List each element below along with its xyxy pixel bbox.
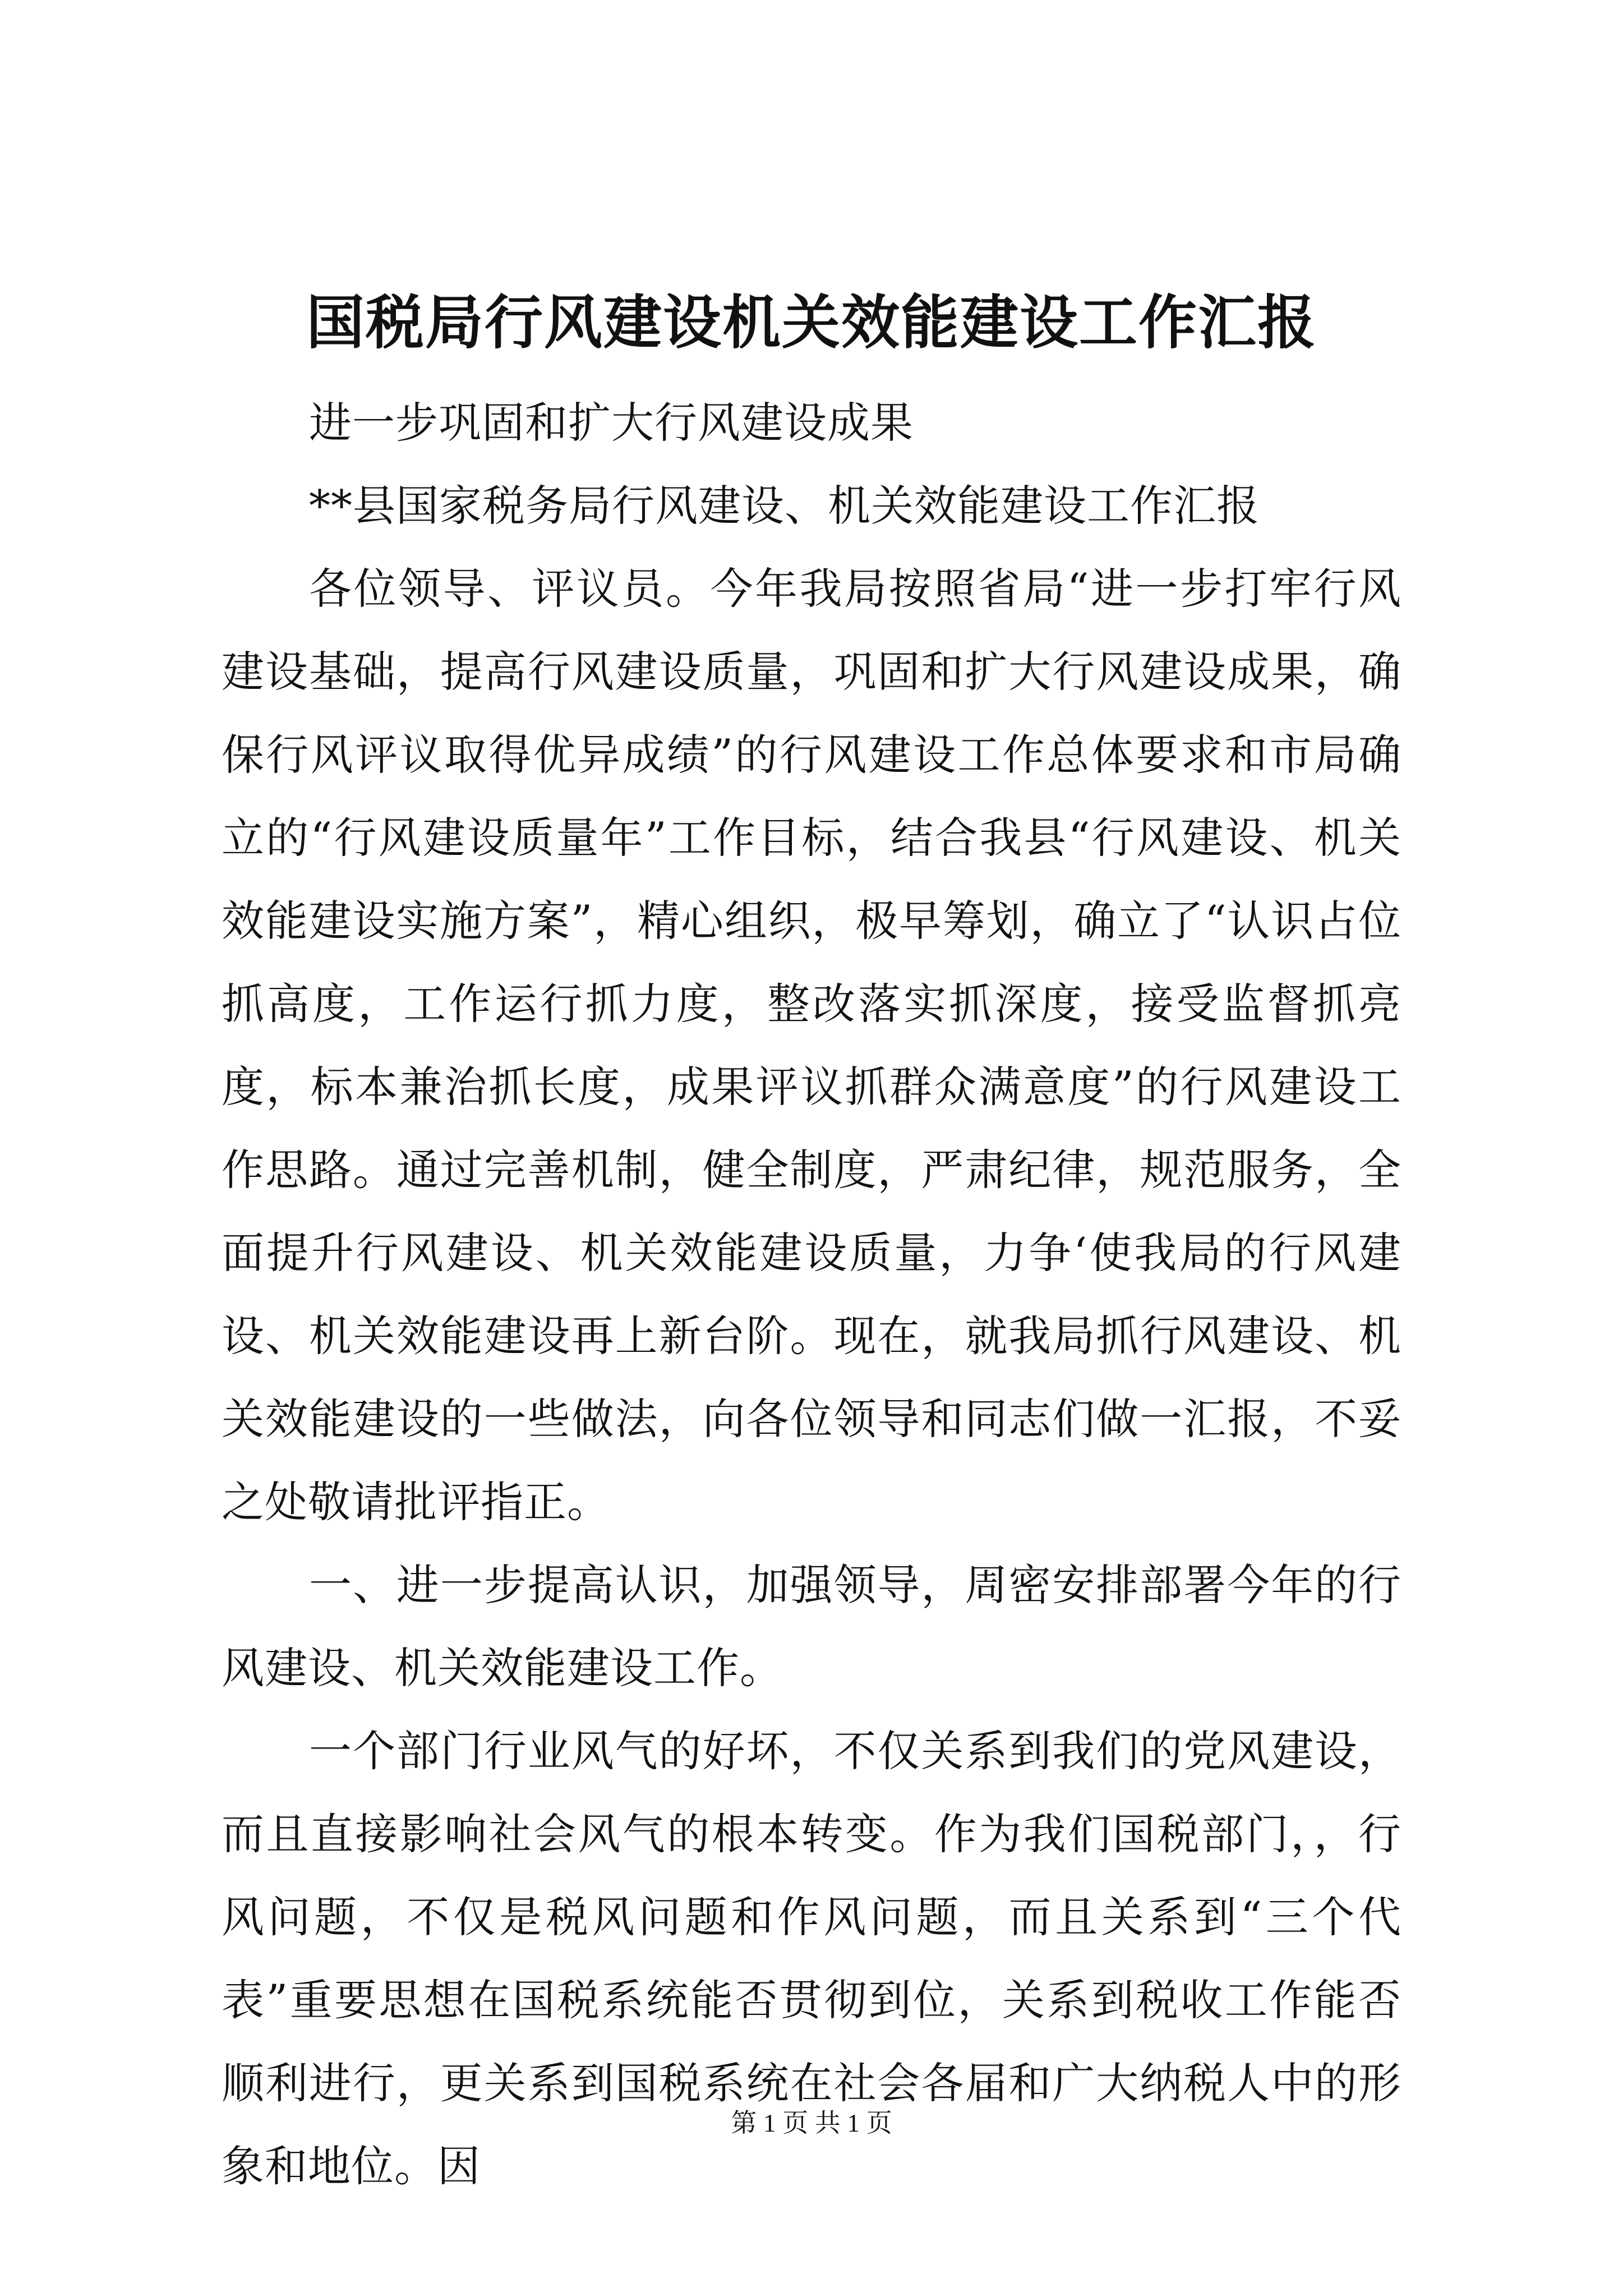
page-number-footer: 第 1 页 共 1 页 [731,2109,892,2137]
section-heading-paragraph: 一、进一步提高认识，加强领导，周密安排部署今年的行风建设、机关效能建设工作。 [222,1560,1401,1693]
body-paragraph-intro: 各位领导、评议员。今年我局按照省局“进一步打牢行风建设基础，提高行风建设质量，巩固和扩大行风建设成果，确保行风评议取得优异成绩”的行风建设工作总体要求和市局确立的“行风建设质量年”工作目标，结合我县“行风建设、机关效能建设实施方案”，精心组织，极早筹划，确立了“认识占位抓高度，工作运行抓力度，整改落实抓深度，接受监督抓亮度，标本兼治抓长度，成果评议抓群众满意度”的行风建设工作思路。通过完善机制，健全制度，严肃纪律，规范服务，全面提升行风建设、机关效能建设质量，力争‘使我局的行风建设、机关效能建设再上新台阶。现在，就我局抓行风建设、机关效能建设的一些做法，向各位领导和同志们做一汇报，不妥之处敬请批评指正。 [222,564,1401,1527]
body-paragraph-section-one: 一个部门行业风气的好坏，不仅关系到我们的党风建设，而且直接影响社会风气的根本转变。作为我们国税部门，，行风问题，不仅是税风问题和作风问题，而且关系到“三个代表”重要思想在国税系统能否贯彻到位，关系到税收工作能否顺利进行，更关系到国税系统在社会各届和广大纳税人中的形象和地位。因 [222,1726,1401,2191]
document-title: 国税局行风建设机关效能建设工作汇报 [306,288,1317,357]
document-body [222,381,1401,2208]
subtitle-paragraph: 进一步巩固和扩大行风建设成果 [309,398,914,448]
report-heading-paragraph: **县国家税务局行风建设、机关效能建设工作汇报 [309,481,1260,531]
